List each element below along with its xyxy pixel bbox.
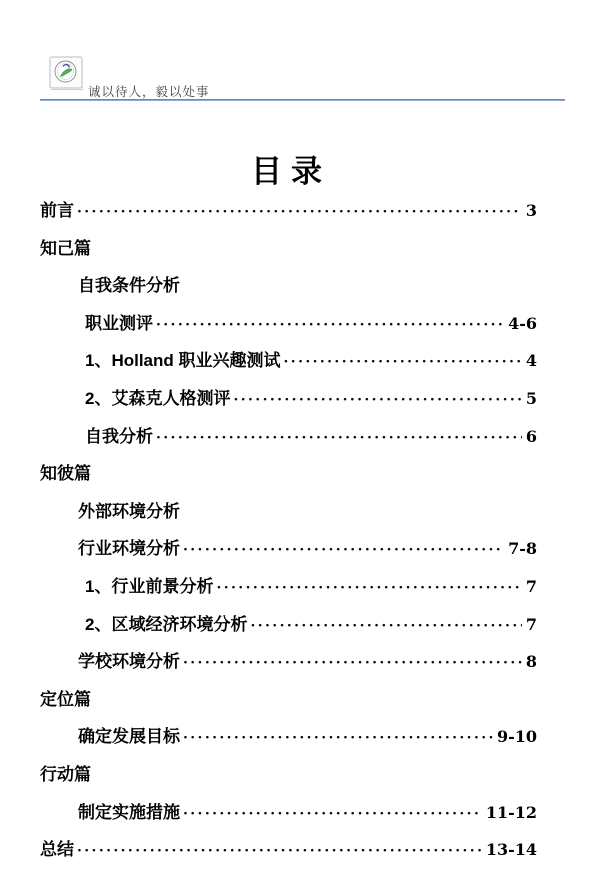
- toc-entry-label: 行业环境分析: [78, 539, 180, 559]
- toc-row: [40, 606, 565, 644]
- page-title: 目录: [251, 154, 331, 190]
- toc-entry-label: 行动篇: [40, 764, 91, 784]
- company-seal-logo-icon: [49, 56, 85, 94]
- toc-row: [40, 530, 565, 568]
- toc-list: [40, 192, 565, 869]
- toc-dot-leader: [156, 307, 504, 345]
- toc-dot-leader: [77, 833, 482, 871]
- toc-page-number: 7-8: [508, 539, 537, 559]
- toc-entry-label: 确定发展目标: [78, 727, 180, 747]
- toc-row: [40, 756, 565, 794]
- toc-row: [40, 418, 565, 456]
- toc-row: [40, 380, 565, 418]
- toc-page-number: 7: [525, 576, 537, 596]
- toc-entry-label: 1、行业前景分析: [85, 576, 214, 596]
- toc-row: [40, 305, 565, 343]
- toc-page-number: 8: [525, 652, 537, 672]
- toc-dot-leader: [77, 194, 522, 232]
- toc-page-number: 4: [525, 351, 537, 371]
- toc-row: [40, 643, 565, 681]
- toc-entry-label: 自我条件分析: [78, 276, 180, 296]
- toc-page-number: 4-6: [508, 313, 537, 333]
- toc-page-number: 3: [525, 201, 537, 220]
- toc-entry-label: 2、区域经济环境分析: [85, 614, 248, 634]
- toc-page-number: 11-12: [485, 802, 537, 822]
- toc-row: [40, 230, 565, 268]
- toc-entry-label: 学校环境分析: [78, 652, 180, 672]
- toc-page-number: 5: [525, 388, 537, 408]
- toc-row: [40, 568, 565, 606]
- toc-entry-label: 2、艾森克人格测评: [85, 388, 231, 408]
- toc-row: [40, 831, 565, 869]
- toc-page-number: 7: [525, 614, 537, 634]
- toc-row: [40, 267, 565, 305]
- toc-page-number: 6: [525, 426, 537, 446]
- header-motto: 诚以待人，毅以处事: [88, 85, 210, 99]
- toc-dot-leader: [183, 720, 493, 758]
- toc-entry-label: 职业测评: [85, 313, 153, 333]
- header-divider-rule: [40, 99, 565, 101]
- toc-entry-label: 1、Holland 职业兴趣测试: [85, 351, 281, 371]
- toc-entry-label: 定位篇: [40, 689, 91, 709]
- toc-entry-label: 外部环境分析: [78, 501, 180, 521]
- toc-entry-label: 制定实施措施: [78, 802, 180, 822]
- toc-entry-label: 前言: [40, 201, 74, 220]
- toc-entry-label: 总结: [40, 840, 74, 860]
- toc-page-number: 13-14: [485, 840, 537, 860]
- toc-dot-leader: [233, 382, 521, 420]
- toc-entry-label: 自我分析: [85, 426, 153, 446]
- toc-dot-leader: [183, 796, 482, 834]
- toc-row: [40, 342, 565, 380]
- toc-row: [40, 681, 565, 719]
- toc-entry-label: 知己篇: [40, 238, 91, 258]
- toc-dot-leader: [156, 420, 522, 458]
- toc-dot-leader: [183, 532, 504, 570]
- toc-row: [40, 455, 565, 493]
- toc-row: [40, 192, 565, 230]
- toc-page-number: 9-10: [496, 727, 537, 747]
- toc-dot-leader: [284, 344, 522, 382]
- toc-row: [40, 794, 565, 832]
- toc-dot-leader: [216, 570, 521, 608]
- toc-dot-leader: [183, 645, 522, 683]
- toc-row: [40, 718, 565, 756]
- toc-entry-label: 知彼篇: [40, 464, 91, 484]
- toc-row: [40, 493, 565, 531]
- toc-dot-leader: [250, 608, 521, 646]
